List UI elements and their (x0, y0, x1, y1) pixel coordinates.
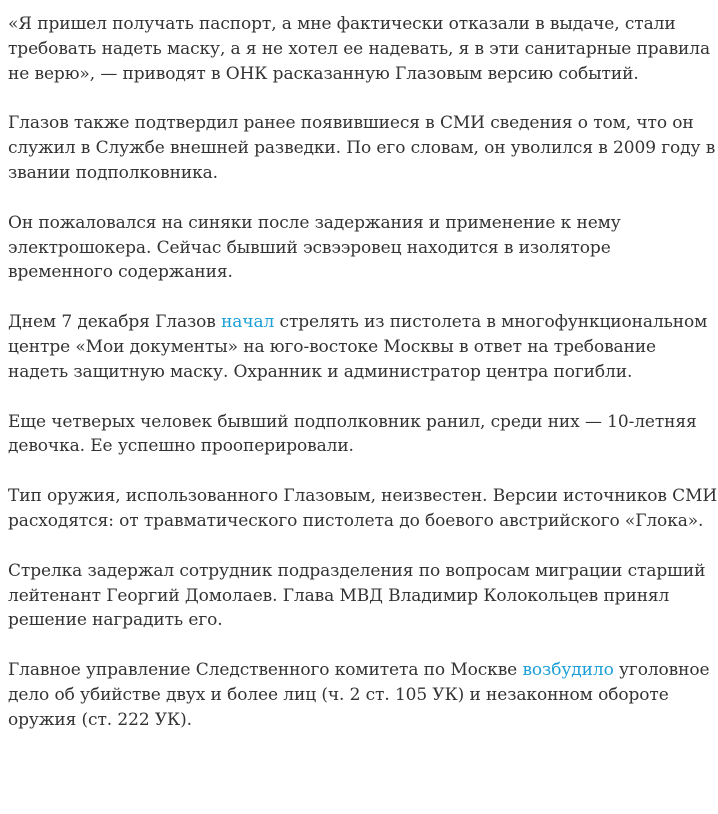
paragraph-text-before: Днем 7 декабря Глазов (8, 312, 222, 333)
paragraph-text: Он пожаловался на синяки после задержания и применение к нему электрошокера. Сейчас бывший эсвээровец находится в изоляторе временного содержания. (8, 212, 621, 283)
link-nachal[interactable]: начал (221, 312, 275, 333)
paragraph-text: Стрелка задержал сотрудник подразделения по вопросам миграции старший лейтенант Георгий Домолаев. Глава МВД Владимир Колокольцев принял решение наградить его. (8, 560, 706, 631)
paragraph-criminal-case (8, 658, 718, 732)
paragraph-arrest (8, 559, 718, 633)
paragraph-text-after: стрелять из пистолета в многофункциональном центре «Мои документы» на юго-востоке Москвы в ответ на требование надеть защитную маску. Охранник и администратор центра погибли. (8, 312, 708, 382)
paragraph-text-before: Главное управление Следственного комитета по Москве (8, 660, 523, 681)
paragraph-quote (8, 12, 718, 86)
paragraph-text-after: уголовное дело об убийстве двух и более лиц (ч. 2 ст. 105 УК) и незаконном обороте оружия (ст. 222 УК). (8, 660, 710, 730)
paragraph-service (8, 111, 718, 185)
link-vozbudilo[interactable]: возбудило (522, 660, 614, 681)
paragraph-text: «Я пришел получать паспорт, а мне фактически отказали в выдаче, стали требовать надеть маску, а я не хотел ее надевать, я в эти санитарные правила не верю», — приводят в ОНК расказанную Глазовым версию событий. (8, 14, 711, 84)
paragraph-weapon (8, 484, 718, 534)
paragraph-text: Тип оружия, использованного Глазовым, неизвестен. Версии источников СМИ расходятся: от травматического пистолета до боевого австрийского «Глока». (8, 486, 718, 531)
paragraph-complaint (8, 211, 718, 285)
paragraph-text: Глазов также подтвердил ранее появившиеся в СМИ сведения о том, что он служил в Службе внешней разведки. По его словам, он уволился в 2009 году в звании подполковника. (8, 113, 716, 183)
paragraph-wounded (8, 410, 718, 460)
paragraph-shooting (8, 310, 718, 384)
paragraph-text: Еще четверых человек бывший подполковник ранил, среди них — 10-летняя девочка. Ее успешно прооперировали. (8, 411, 697, 457)
